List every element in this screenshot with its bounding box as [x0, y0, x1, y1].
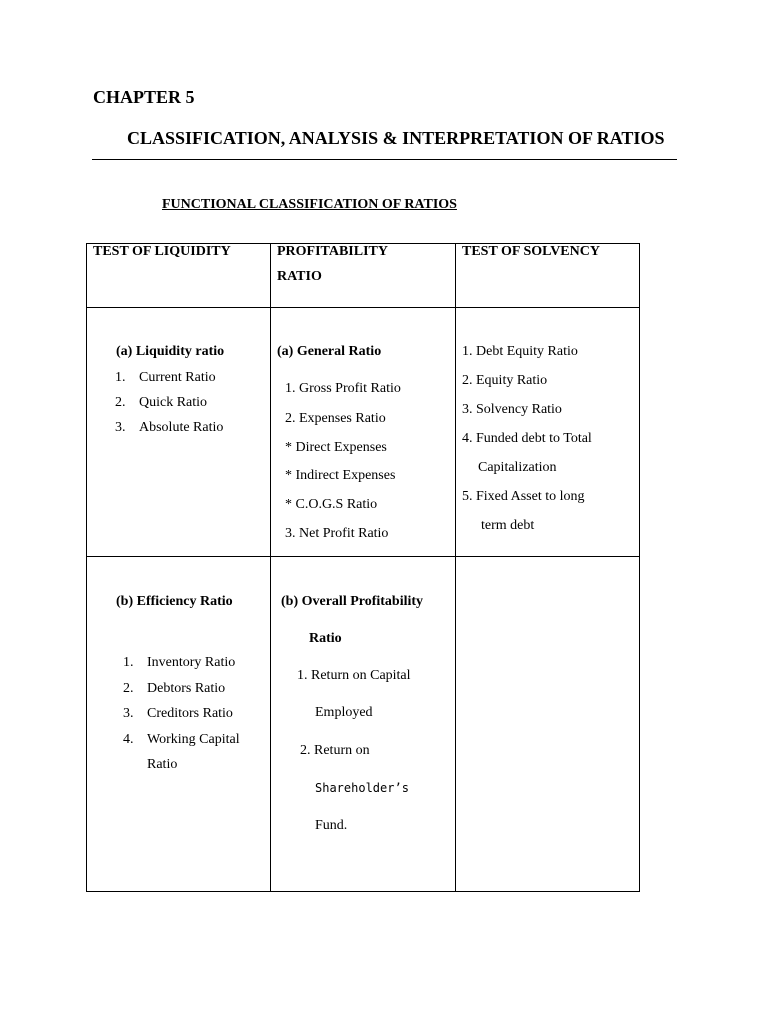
list-item: 5. Fixed Asset to long — [462, 489, 585, 504]
chapter-label: CHAPTER 5 — [93, 87, 195, 107]
section-heading: FUNCTIONAL CLASSIFICATION OF RATIOS — [162, 197, 457, 212]
list-item: 1. Gross Profit Ratio — [285, 381, 401, 396]
list-item-number: 1. — [123, 655, 134, 670]
list-item: 2. Equity Ratio — [462, 373, 548, 388]
header-profitability: PROFITABILITY — [277, 244, 388, 259]
table-border-bottom — [86, 891, 640, 892]
list-item-number: 1. — [115, 370, 126, 385]
list-item-number: 3. — [123, 706, 134, 721]
list-item: 2. Expenses Ratio — [285, 411, 386, 426]
list-item: Inventory Ratio — [147, 655, 236, 670]
ratio-classification-table — [86, 243, 640, 892]
list-item: Absolute Ratio — [139, 420, 224, 435]
list-item: Fund. — [315, 818, 348, 833]
list-item-number: 2. — [115, 395, 126, 410]
list-item-number: 2. — [123, 681, 134, 696]
title-divider — [92, 159, 677, 160]
list-item-continuation: Ratio — [147, 757, 178, 772]
column-divider-2 — [455, 243, 456, 892]
row-divider — [86, 556, 640, 557]
table-border-left — [86, 243, 87, 892]
header-test-of-liquidity: TEST OF LIQUIDITY — [93, 244, 231, 259]
list-item: Debtors Ratio — [147, 681, 226, 696]
header-test-of-solvency: TEST OF SOLVENCY — [462, 244, 600, 259]
list-item-number: 3. — [115, 420, 126, 435]
overall-profitability-heading-cont: Ratio — [309, 631, 342, 646]
list-item: Current Ratio — [139, 370, 216, 385]
list-item: Employed — [315, 705, 373, 720]
list-item: term debt — [481, 518, 535, 533]
table-border-right — [639, 243, 640, 892]
list-item-number: 4. — [123, 732, 134, 747]
page-title: CLASSIFICATION, ANALYSIS & INTERPRETATION OF RATIOS — [127, 128, 665, 148]
list-item: * C.O.G.S Ratio — [285, 497, 378, 512]
list-item: 4. Funded debt to Total — [462, 431, 592, 446]
column-divider-1 — [270, 243, 271, 892]
liquidity-ratio-heading: (a) Liquidity ratio — [116, 344, 225, 359]
general-ratio-heading: (a) General Ratio — [277, 344, 382, 359]
list-item: * Indirect Expenses — [285, 468, 396, 483]
list-item: Quick Ratio — [139, 395, 208, 410]
header-row-divider — [86, 307, 640, 308]
list-item: 3. Net Profit Ratio — [285, 526, 389, 541]
header-ratio: RATIO — [277, 269, 322, 284]
list-item: Creditors Ratio — [147, 706, 233, 721]
list-item: Shareholder’s — [315, 781, 409, 795]
list-item: Capitalization — [478, 460, 557, 475]
overall-profitability-heading: (b) Overall Profitability — [281, 594, 424, 609]
list-item: * Direct Expenses — [285, 440, 387, 455]
list-item: Working Capital — [147, 732, 240, 747]
efficiency-ratio-heading: (b) Efficiency Ratio — [116, 594, 233, 609]
list-item: 1. Return on Capital — [297, 668, 411, 683]
list-item: 1. Debt Equity Ratio — [462, 344, 578, 359]
list-item: 2. Return on — [300, 743, 370, 758]
list-item: 3. Solvency Ratio — [462, 402, 562, 417]
